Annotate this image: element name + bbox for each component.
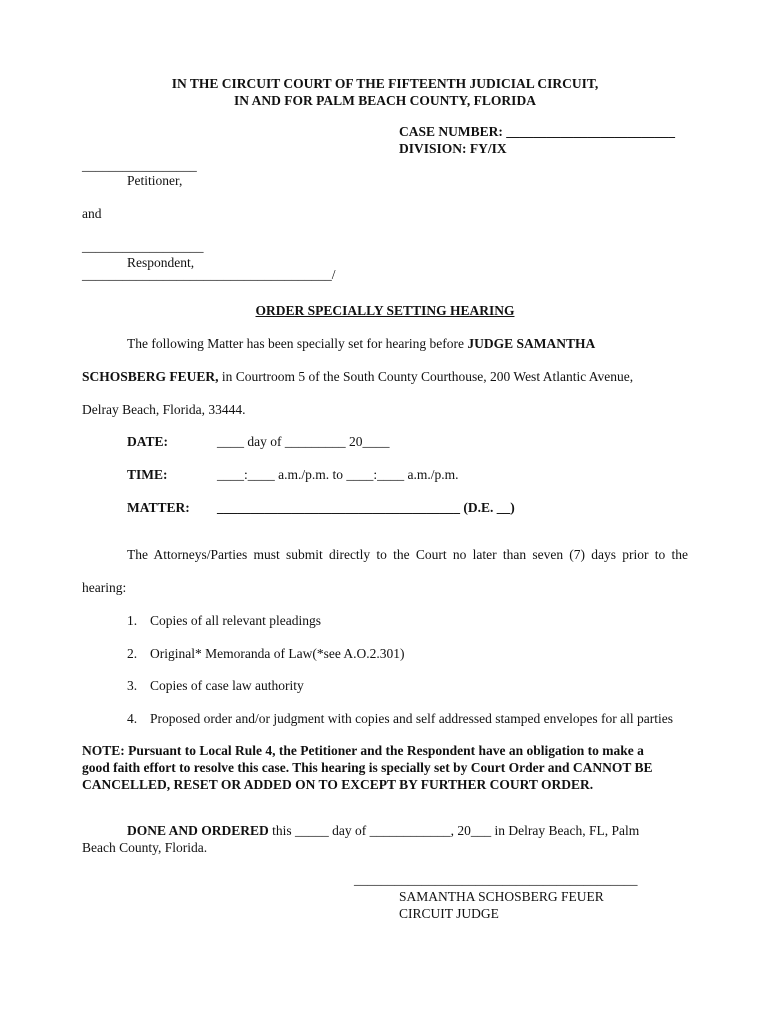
list-item-text: Original* Memoranda of Law(*see A.O.2.301) — [150, 646, 405, 661]
note-line1: NOTE: Pursuant to Local Rule 4, the Petitioner and the Respondent have an obligation to make a — [82, 743, 644, 758]
signature-line: __________________________________________ — [354, 872, 638, 887]
petitioner-label: Petitioner, — [127, 173, 183, 188]
done-ordered-line1 — [127, 823, 639, 839]
petitioner-blank: _________________ — [82, 158, 197, 173]
division: DIVISION: FY/IX — [399, 141, 507, 156]
note-line2: good faith effort to resolve this case. This hearing is specially set by Court Order and CANNOT BE — [82, 760, 653, 775]
done-ordered-text: this _____ day of ____________, 20___ in Delray Beach, FL, Palm — [268, 823, 640, 838]
case-number: CASE NUMBER: _________________________ — [399, 124, 676, 139]
judge-signature-name: SAMANTHA SCHOSBERG FEUER — [399, 889, 604, 904]
list-item — [127, 711, 137, 727]
list-item — [127, 613, 137, 629]
list-item — [127, 646, 137, 662]
submission-line2: hearing: — [82, 580, 127, 595]
list-item-text: Copies of all relevant pleadings — [150, 613, 321, 628]
and-label: and — [82, 206, 102, 221]
done-ordered-label: DONE AND ORDERED — [127, 823, 269, 838]
list-item-number: 4. — [127, 711, 138, 726]
respondent-blank: __________________ — [82, 239, 204, 254]
intro-line2 — [82, 369, 633, 385]
submission-line1: The Attorneys/Parties must submit directly to the Court no later than seven (7) days prior to the — [127, 547, 688, 562]
list-item-number: 1. — [127, 613, 138, 628]
list-item-text: Proposed order and/or judgment with copies and self addressed stamped envelopes for all parties — [150, 711, 673, 726]
respondent-label: Respondent, — [127, 255, 195, 270]
judge-signature-title: CIRCUIT JUDGE — [399, 906, 499, 921]
list-item — [127, 678, 137, 694]
courtroom-location: in Courtroom 5 of the South County Courthouse, 200 West Atlantic Avenue, — [218, 369, 634, 384]
order-title: ORDER SPECIALLY SETTING HEARING — [255, 303, 515, 318]
caption-line: _____________________________________/ — [82, 267, 336, 282]
list-item-number: 3. — [127, 678, 138, 693]
time-label: TIME: — [127, 467, 168, 482]
matter-label: MATTER: — [127, 500, 190, 515]
judge-name-part1: JUDGE SAMANTHA — [467, 336, 596, 351]
court-heading-line2: IN AND FOR PALM BEACH COUNTY, FLORIDA — [234, 93, 536, 108]
note-line3: CANCELLED, RESET OR ADDED ON TO EXCEPT BY FURTHER COURT ORDER. — [82, 777, 594, 792]
done-ordered-line2: Beach County, Florida. — [82, 840, 208, 855]
list-item-text: Copies of case law authority — [150, 678, 304, 693]
intro-line1-text: The following Matter has been specially set for hearing before — [127, 336, 468, 351]
court-heading-line1: IN THE CIRCUIT COURT OF THE FIFTEENTH JUDICIAL CIRCUIT, — [171, 76, 599, 91]
list-item-number: 2. — [127, 646, 138, 661]
date-value: ____ day of _________ 20____ — [217, 434, 390, 449]
intro-line3: Delray Beach, Florida, 33444. — [82, 402, 246, 417]
time-value: ____:____ a.m./p.m. to ____:____ a.m./p.m. — [217, 467, 459, 482]
judge-name-part2: SCHOSBERG FEUER, — [82, 369, 219, 384]
matter-value: ____________________________________ (D.E. __) — [217, 500, 515, 515]
date-label: DATE: — [127, 434, 169, 449]
intro-line1 — [127, 336, 595, 352]
